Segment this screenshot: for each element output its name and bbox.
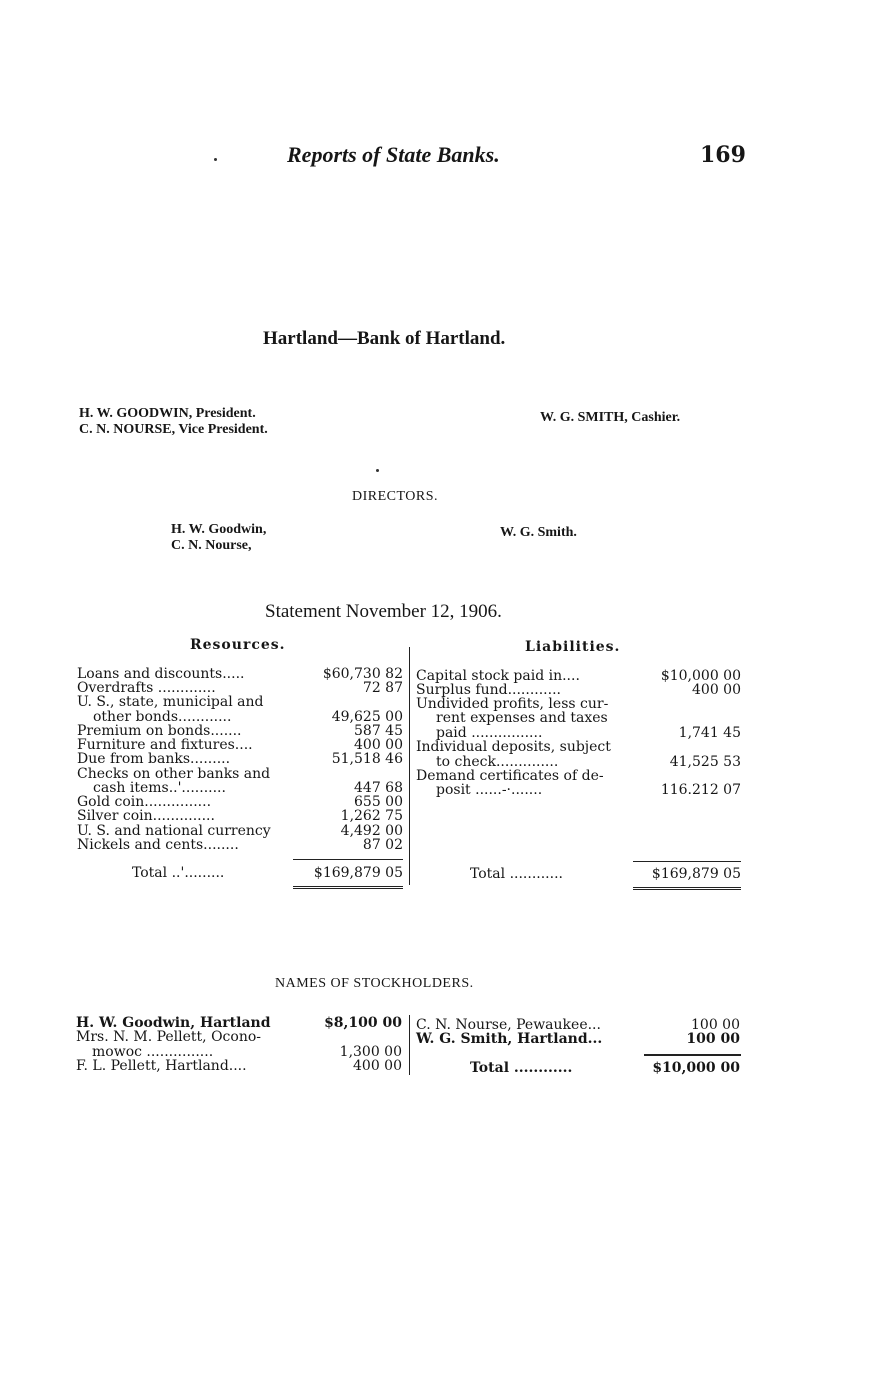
liabilities-heading: Liabilities. (525, 639, 621, 655)
stockholder-amount: 1,300 00 (339, 1044, 402, 1060)
stockholder-row (76, 1030, 402, 1044)
stockholder-name: W. G. Smith, Hartland... (416, 1031, 603, 1047)
liability-row (416, 769, 741, 783)
liability-row (416, 726, 741, 740)
liability-label: Individual deposits, subject (416, 739, 611, 755)
stockholders-total-amount: $10,000 00 (652, 1060, 740, 1076)
liability-amount: 400 00 (692, 682, 741, 698)
resource-label: Furniture and fixtures.... (77, 737, 253, 753)
resource-amount: 87 02 (362, 837, 403, 853)
liability-label: Demand certificates of de- (416, 768, 604, 784)
liability-row (416, 669, 741, 683)
running-header-title: Reports of State Banks. (287, 142, 500, 167)
director-goodwin: H. W. Goodwin, (171, 522, 267, 537)
statement-column-divider (409, 647, 410, 885)
stockholder-row (416, 1018, 740, 1032)
liability-label: posit ......-·....... (436, 782, 543, 798)
stockholder-name: Mrs. N. M. Pellett, Ocono- (76, 1029, 261, 1045)
liability-row (416, 755, 741, 769)
director-nourse: C. N. Nourse, (171, 538, 252, 553)
stockholder-amount: $8,100 00 (324, 1015, 402, 1031)
liability-amount: $10,000 00 (660, 668, 741, 684)
liability-label: to check.............. (436, 754, 559, 770)
liability-row (416, 683, 741, 697)
resource-row (77, 824, 403, 838)
resource-row (77, 838, 403, 852)
stockholder-name: C. N. Nourse, Pewaukee... (416, 1017, 601, 1033)
resource-amount: 4,492 00 (340, 823, 403, 839)
resource-amount: $60,730 82 (322, 666, 403, 682)
stockholder-row (76, 1016, 402, 1030)
resource-row (77, 681, 403, 695)
resource-amount: 49,625 00 (331, 709, 403, 725)
resources-total-amount: $169,879 05 (313, 865, 403, 881)
stockholders-total-row (416, 1061, 740, 1075)
officer-president: H. W. GOODWIN, President. (79, 406, 256, 421)
liability-label: Undivided profits, less cur- (416, 696, 609, 712)
stockholder-amount: 100 00 (686, 1031, 740, 1047)
resource-amount: 1,262 75 (340, 808, 403, 824)
resource-label: Premium on bonds....... (77, 723, 242, 739)
resource-amount: 655 00 (354, 794, 403, 810)
stockholder-amount: 100 00 (691, 1017, 740, 1033)
resource-row (77, 809, 403, 823)
stockholder-name: F. L. Pellett, Hartland.... (76, 1058, 247, 1074)
liability-label: rent expenses and taxes (436, 710, 608, 726)
resources-total-double-rule (293, 886, 403, 889)
resource-row (77, 767, 403, 781)
stockholders-total-label: Total ............ (470, 1060, 573, 1076)
resource-amount: 72 87 (362, 680, 403, 696)
liability-amount: 41,525 53 (669, 754, 741, 770)
resource-label: cash items..'.......... (93, 780, 226, 796)
resources-heading: Resources. (190, 637, 286, 653)
resource-amount: 447 68 (354, 780, 403, 796)
stockholder-row (416, 1032, 740, 1046)
resource-label: Gold coin............... (77, 794, 212, 810)
print-speck (214, 158, 217, 161)
page-number: 169 (700, 142, 746, 168)
resource-row (77, 781, 403, 795)
liability-label: Capital stock paid in.... (416, 668, 580, 684)
resource-label: Loans and discounts..... (77, 666, 245, 682)
resource-row (77, 695, 403, 709)
resources-total-rule (293, 859, 403, 860)
resource-label: U. S. and national currency (77, 823, 271, 839)
liability-amount: 116.212 07 (660, 782, 741, 798)
stockholder-name: H. W. Goodwin, Hartland (76, 1015, 271, 1031)
liability-label: paid ................ (436, 725, 543, 741)
stockholder-amount: 400 00 (353, 1058, 402, 1074)
liabilities-total-double-rule (633, 887, 741, 890)
liability-row (416, 711, 741, 725)
officer-vice-president: C. N. NOURSE, Vice President. (79, 422, 268, 437)
resource-label: Checks on other banks and (77, 766, 271, 782)
liability-row (416, 697, 741, 711)
liability-row (416, 783, 741, 797)
stockholders-column-divider (409, 1015, 410, 1075)
liability-amount: 1,741 45 (678, 725, 741, 741)
resource-row (77, 738, 403, 752)
resource-row (77, 710, 403, 724)
stockholder-row (76, 1059, 402, 1073)
directors-heading: DIRECTORS. (352, 489, 439, 504)
liability-row (416, 740, 741, 754)
resource-amount: 587 45 (354, 723, 403, 739)
directors-left (171, 522, 266, 554)
resource-row (77, 724, 403, 738)
resource-row (77, 795, 403, 809)
resource-amount: 51,518 46 (331, 751, 403, 767)
resource-label: Due from banks......... (77, 751, 231, 767)
stockholder-row (76, 1045, 402, 1059)
liabilities-total-amount: $169,879 05 (651, 866, 741, 882)
statement-title: Statement November 12, 1906. (265, 601, 502, 622)
resources-total-label: Total ..'......... (132, 865, 225, 881)
resource-label: U. S., state, municipal and (77, 694, 264, 710)
director-smith: W. G. Smith. (500, 525, 577, 540)
resource-label: Overdrafts ............. (77, 680, 216, 696)
print-speck (376, 469, 379, 472)
stockholders-heading: NAMES OF STOCKHOLDERS. (275, 976, 474, 991)
liabilities-total-row (416, 867, 741, 881)
liabilities-total-rule (633, 861, 741, 862)
stockholders-total-rule (644, 1054, 741, 1056)
liabilities-total-label: Total ............ (470, 866, 563, 882)
liability-label: Surplus fund............ (416, 682, 561, 698)
resource-label: other bonds............ (93, 709, 232, 725)
resource-row (77, 752, 403, 766)
resource-label: Silver coin.............. (77, 808, 215, 824)
officers-left (79, 406, 268, 438)
resources-total-row (77, 866, 403, 880)
officer-cashier: W. G. SMITH, Cashier. (540, 410, 681, 425)
stockholder-name: mowoc ............... (92, 1044, 214, 1060)
resource-label: Nickels and cents........ (77, 837, 239, 853)
bank-title: Hartland—Bank of Hartland. (263, 328, 506, 349)
resource-row (77, 667, 403, 681)
resource-amount: 400 00 (354, 737, 403, 753)
